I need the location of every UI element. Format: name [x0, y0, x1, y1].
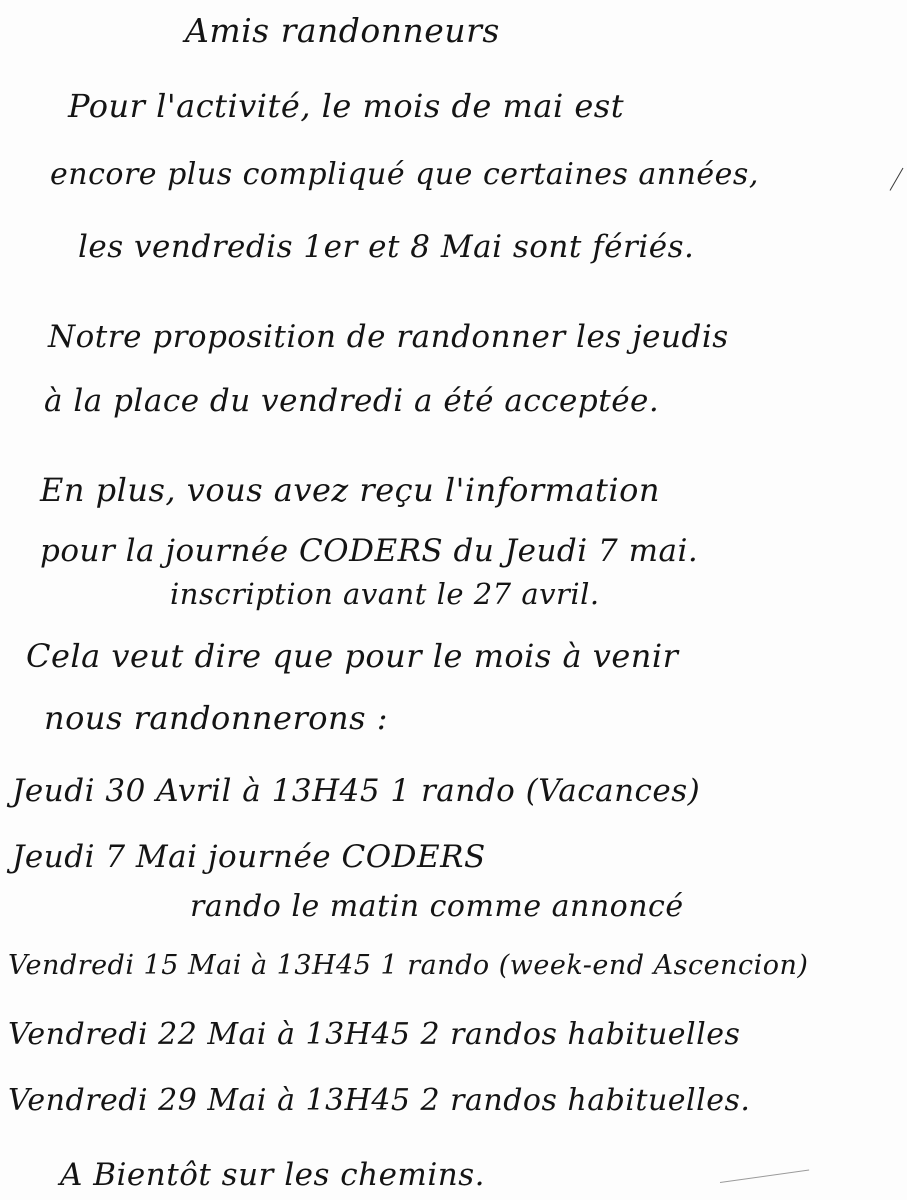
- intro-line-2: encore plus compliqué que certaines années,: [50, 157, 759, 192]
- pen-mark: [720, 1169, 809, 1183]
- proposal-line-1: Notre proposition de randonner les jeudis: [48, 319, 729, 355]
- intro-line-3: les vendredis 1er et 8 Mai sont fériés.: [78, 229, 695, 265]
- info-line-2: pour la journée CODERS du Jeudi 7 mai.: [40, 533, 699, 569]
- schedule-line-2: Jeudi 7 Mai journée CODERS: [12, 839, 486, 875]
- conclusion-line-2: nous randonnerons :: [44, 699, 389, 737]
- proposal-line-2: à la place du vendredi a été acceptée.: [44, 383, 660, 419]
- schedule-line-4: Vendredi 15 Mai à 13H45 1 rando (week-end Ascencion): [8, 950, 809, 981]
- conclusion-line-1: Cela veut dire que pour le mois à venir: [26, 637, 679, 675]
- schedule-line-3: rando le matin comme annoncé: [190, 889, 684, 924]
- info-line-1: En plus, vous avez reçu l'information: [40, 471, 661, 509]
- schedule-line-6: Vendredi 29 Mai à 13H45 2 randos habituelles.: [8, 1083, 751, 1118]
- closing-line: A Bientôt sur les chemins.: [60, 1157, 485, 1193]
- schedule-line-1: Jeudi 30 Avril à 13H45 1 rando (Vacances): [12, 773, 701, 809]
- intro-line-1: Pour l'activité, le mois de mai est: [68, 87, 625, 125]
- pen-mark: [890, 168, 904, 191]
- schedule-line-5: Vendredi 22 Mai à 13H45 2 randos habituelles: [8, 1017, 741, 1052]
- info-line-3: inscription avant le 27 avril.: [170, 577, 600, 611]
- letter-title: Amis randonneurs: [185, 11, 500, 50]
